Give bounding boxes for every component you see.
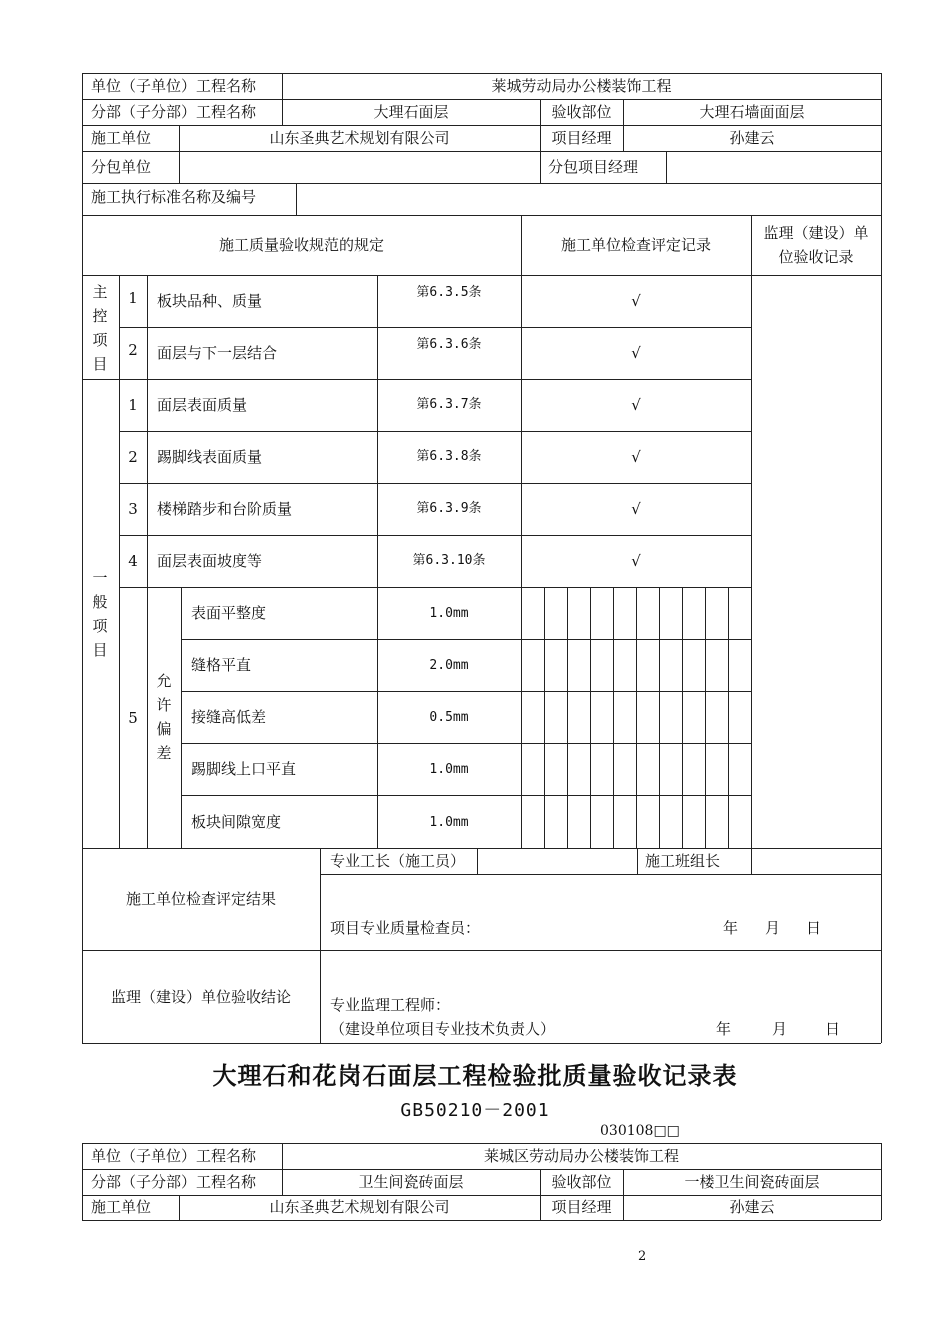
supervisor-header-line2: 位验收记录: [778, 248, 854, 266]
form-title: 大理石和花岗石面层工程检验批质量验收记录表: [212, 1062, 738, 1090]
tolerance-group-label: 允 许 偏 差: [156, 672, 172, 762]
contractor-record-header: 施工单位检查评定记录: [560, 236, 711, 254]
acceptance-part-label: 验收部位: [551, 1173, 612, 1191]
date-day: 日: [806, 919, 822, 937]
project-manager-value: 孙建云: [729, 129, 775, 147]
standard-code: GB50210－2001: [400, 1100, 550, 1121]
standard-label: 施工执行标准名称及编号: [91, 188, 257, 206]
quality-inspector-label: 项目专业质量检查员：: [330, 919, 481, 937]
contractor-label: 施工单位: [91, 1198, 152, 1216]
date-month: 月: [765, 919, 781, 937]
result-label: 施工单位检查评定结果: [125, 890, 276, 908]
team-leader-label: 施工班组长: [645, 852, 721, 870]
unit-name-value: 莱城劳动局办公楼装饰工程: [491, 77, 672, 95]
unit-name-value: 莱城区劳动局办公楼装饰工程: [483, 1147, 679, 1165]
main-control-group-label: 主 控 项 目: [92, 283, 108, 373]
spec-header: 施工质量验收规范的规定: [218, 236, 384, 254]
owner-representative-label: （建设单位项目专业技术负责人）: [330, 1020, 556, 1038]
division-value: 大理石面层: [373, 103, 449, 121]
unit-name-label: 单位（子单位）工程名称: [91, 1147, 257, 1165]
project-manager-value: 孙建云: [729, 1198, 775, 1216]
contractor-value: 山东圣典艺术规划有限公司: [269, 1198, 450, 1216]
form-code: 030108□□: [600, 1123, 680, 1139]
general-group-label: 一 般 项 目: [92, 569, 108, 659]
page-number: 2: [638, 1249, 647, 1264]
acceptance-part-label: 验收部位: [551, 103, 612, 121]
division-label: 分部（子分部）工程名称: [91, 103, 257, 121]
contractor-value: 山东圣典艺术规划有限公司: [269, 129, 450, 147]
division-value: 卫生间瓷砖面层: [358, 1173, 464, 1191]
sub-project-manager-label: 分包项目经理: [548, 158, 639, 176]
date-month: 月: [772, 1020, 788, 1038]
date-year: 年: [716, 1020, 732, 1038]
acceptance-part-value: 大理石墙面面层: [699, 103, 805, 121]
acceptance-part-value: 一楼卫生间瓷砖面层: [684, 1173, 820, 1191]
tolerance-item-number: 5: [128, 709, 138, 727]
unit-name-label: 单位（子单位）工程名称: [91, 77, 257, 95]
subcontractor-label: 分包单位: [91, 158, 152, 176]
date-year: 年: [723, 919, 739, 937]
project-manager-label: 项目经理: [551, 129, 612, 147]
supervisor-header-line1: 监理（建设）单: [763, 224, 869, 242]
contractor-label: 施工单位: [91, 129, 152, 147]
supervision-label: 监理（建设）单位验收结论: [110, 988, 291, 1006]
division-label: 分部（子分部）工程名称: [91, 1173, 257, 1191]
engineer-label: 专业监理工程师：: [330, 996, 451, 1014]
foreman-label: 专业工长（施工员）: [330, 852, 466, 870]
date-day: 日: [825, 1020, 841, 1038]
project-manager-label: 项目经理: [551, 1198, 612, 1216]
